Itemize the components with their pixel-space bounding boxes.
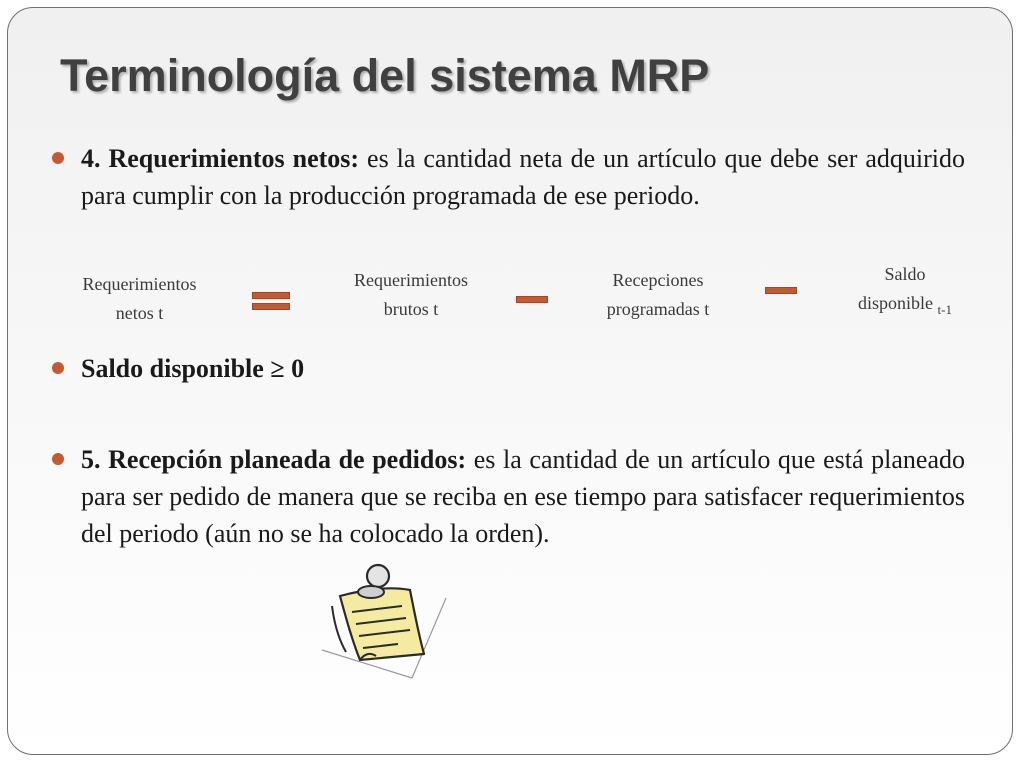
bullet-dot-icon: [52, 152, 64, 164]
bullet-requerimientos-netos: [81, 140, 965, 214]
formula-available-text: disponible: [858, 293, 938, 313]
equals-sign-top: [252, 292, 290, 299]
minus-sign-1: [516, 296, 548, 303]
formula-available-line1: Saldo: [884, 264, 926, 284]
minus-sign-2: [765, 287, 797, 294]
formula-term-available: [835, 260, 975, 324]
bullet-dot-icon: [52, 362, 64, 374]
formula-net-line2: netos t: [115, 303, 164, 323]
formula-term-receipts: [578, 266, 738, 324]
bullet-dot-icon: [52, 453, 64, 465]
formula-gross-line1: Requerimientos: [354, 270, 468, 290]
formula-available-line2: [835, 289, 975, 324]
formula-receipts-line2: programadas t: [606, 299, 710, 319]
bullet-recepcion-planeada: [81, 441, 965, 552]
formula-available-subscript: t-1: [937, 302, 952, 317]
term-label: 4. Requerimientos netos:: [81, 144, 360, 173]
term-label: 5. Recepción planeada de pedidos:: [81, 445, 467, 474]
slide-title: Terminología del sistema MRP: [60, 50, 710, 101]
formula-net-line1: Requerimientos: [82, 274, 197, 294]
term-definition: es la cantidad de un artículo que está planeado para ser pedido de manera que se reciba en ese tiempo para satisfacer requerimientos del periodo (aún no se ha colocado la orden).: [81, 445, 965, 548]
constraint-text: Saldo disponible ≥ 0: [81, 354, 305, 383]
formula-term-net: [52, 270, 227, 328]
bullet-saldo-disponible: [81, 350, 965, 387]
formula-term-gross: [330, 266, 492, 324]
formula-receipts-line1: Recepciones: [612, 270, 704, 290]
term-definition: es la cantidad neta de un artículo que debe ser adquirido para cumplir con la producción programada de ese periodo.: [81, 144, 965, 210]
pinned-note-icon: [318, 562, 448, 680]
equals-sign-bottom: [252, 303, 290, 310]
formula-gross-line2: brutos t: [383, 299, 439, 319]
